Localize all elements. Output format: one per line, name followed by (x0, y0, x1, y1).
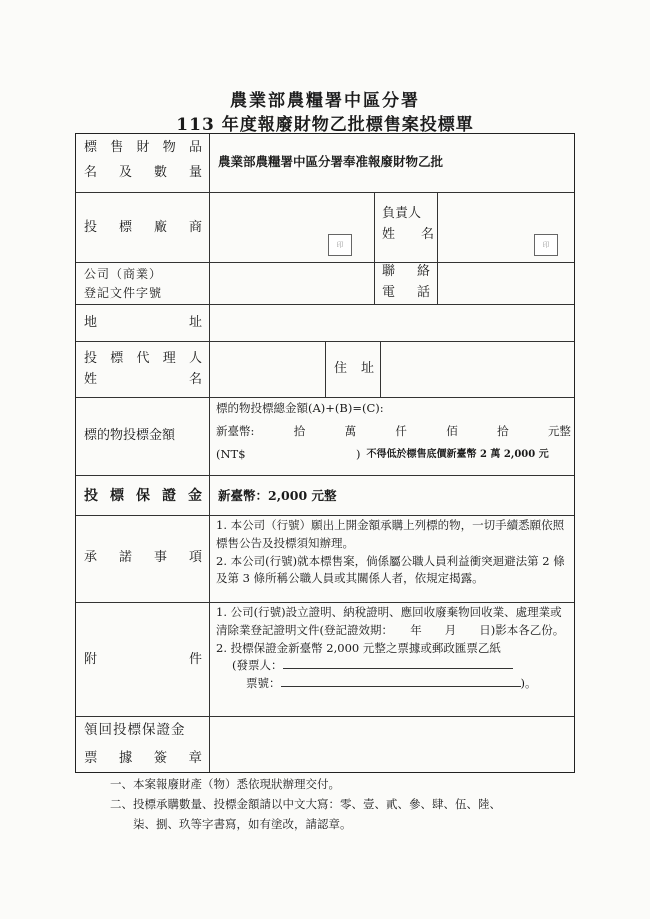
row-divider (76, 475, 574, 476)
check-number-line: 票號： )。 (246, 676, 537, 691)
promise-item-1: 1. 本公司（行號）願出上開金額承購上列標的物，一切手續悉願依照標售公告及投標須知辦理。 (216, 518, 565, 550)
row-divider (76, 262, 574, 263)
address-label: 地 址 (84, 315, 202, 330)
document-subtitle: 113 年度報廢財物乙批標售案投標單 (176, 115, 474, 135)
issuer-line: (發票人： (216, 657, 571, 675)
row-divider (76, 192, 574, 193)
agent-label: 投 標 代 理 人 姓 名 (84, 351, 202, 387)
row-divider (76, 397, 574, 398)
item-label: 標 售 財 物 品 名 及 數 量 (84, 140, 202, 180)
column-divider (325, 341, 326, 397)
amount-chinese-line: 新臺幣: 拾 萬 仟 佰 拾 元整 (216, 424, 571, 438)
attachment-item-1: 1. 公司(行號)設立證明、納稅證明、應回收廢棄物回收業、處理業或清除業登記證明文件(登記證效期： 年 月 日)影本各乙份。 (216, 605, 565, 637)
footnote-3: 柒、捌、玖等字書寫，如有塗改，請認章。 (110, 817, 352, 832)
column-divider (437, 192, 438, 304)
amount-nt-line: (NT$ ) 不得低於標售底價新臺幣 2 萬 2,000 元 (216, 447, 549, 461)
bidder-seal-box[interactable]: 印 (328, 234, 352, 256)
refund-label: 領回投標保證金 票 據 簽 章 (84, 722, 202, 766)
contact-phone-label: 聯 絡 電 話 (382, 264, 430, 300)
deposit-label: 投 標 保 證 金 (84, 488, 202, 504)
row-divider (76, 304, 574, 305)
minimum-price-note: 不得低於標售底價新臺幣 2 萬 2,000 元 (366, 449, 549, 461)
representative-seal-box[interactable]: 印 (534, 234, 558, 256)
promise-items (216, 517, 571, 588)
column-divider (374, 192, 375, 304)
bid-form-table (75, 133, 575, 773)
row-divider (76, 515, 574, 516)
footnote-2: 二、投標承購數量、投標金額請以中文大寫：零、壹、貳、參、肆、伍、陸、 (110, 797, 501, 812)
promise-item-2: 2. 本公司(行號)就本標售案，倘係屬公職人員利益衝突迴避法第 2 條及第 3 條所稱公職人員或其關係人者，依規定揭露。 (216, 553, 565, 586)
item-value: 農業部農糧署中區分署奉准報廢財物乙批 (218, 154, 444, 169)
attachment-items (216, 604, 571, 693)
attachment-item-2: 2. 投標保證金新臺幣 2,000 元整之票據或郵政匯票乙紙 (216, 640, 501, 655)
label-column-divider (209, 134, 210, 772)
amount-label: 標的物投標金額 (84, 428, 176, 443)
representative-label: 負責人 姓 名 (382, 206, 434, 242)
agent-address-label: 住 址 (334, 361, 374, 376)
footnote-1: 一、本案報廢財產（物）悉依現狀辦理交付。 (110, 777, 340, 791)
column-divider (380, 341, 381, 397)
promise-label: 承 諾 事 項 (84, 550, 202, 565)
company-registration-label: 公司（商業） 登記文件字號 (84, 267, 163, 301)
row-divider (76, 602, 574, 603)
deposit-value: 新臺幣：2,000 元整 (218, 488, 337, 503)
attachment-label: 附 件 (84, 652, 202, 667)
row-divider (76, 716, 574, 717)
footnotes (110, 774, 610, 834)
total-amount-formula: 標的物投標總金額(A)+(B)=(C): (216, 401, 384, 415)
document-title: 農業部農糧署中區分署 (230, 91, 420, 111)
bidder-label: 投 標 廠 商 (84, 220, 202, 235)
